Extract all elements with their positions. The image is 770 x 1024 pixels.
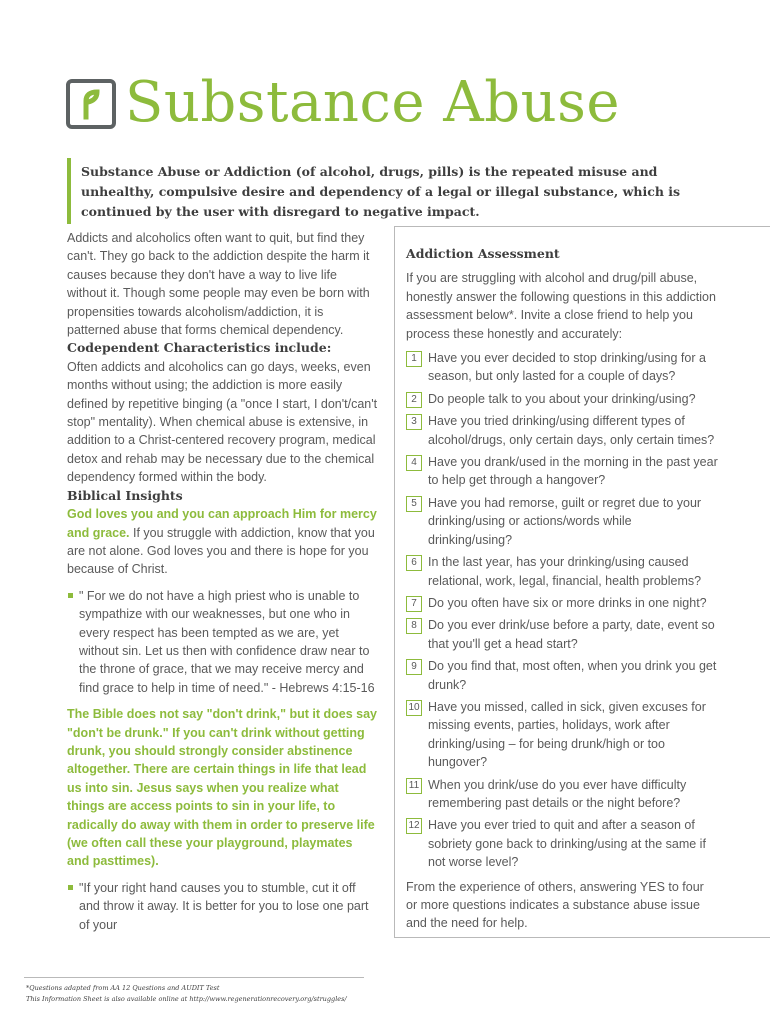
bible-drunk-paragraph: The Bible does not say "don't drink," but it does say "don't be drunk." If you can't drink without getting drunk, you should strongly consider abstinence altogether. There are certain things in life that lead us into sin. Jesus says when you realize what things are access points to sin in your life, to radically do away with them in order to preserve life (we often call these your playground, playmates and pasttimes). [67,707,378,869]
bullet-icon [68,593,73,598]
question-number: 4 [406,455,422,471]
footer-source-note: *Questions adapted from AA 12 Questions and AUDIT Test [26,984,220,992]
footer-divider [24,977,364,978]
codependent-paragraph: Often addicts and alcoholics can go days, weeks, even months without using; the addiction is more easily defined by repetitive binging (a "once I start, I don't/can't stop" mentality). When chemical abuse is extensive, in addition to a Christ-centered recovery program, medical detox and rehab may be necessary due to the chemical dependency formed within the body. [67,359,378,485]
question-number: 12 [406,818,422,834]
addiction-assessment-box [394,226,770,938]
question-text: Do you find that, most often, when you drink you get drunk? [428,659,717,692]
question-number: 2 [406,392,422,408]
hebrews-quote-text: " For we do not have a high priest who is unable to sympathize with our weaknesses, but one who in every respect has been tempted as we are, yet without sin. Let us then with confidence draw near to the throne of grace, that we may receive mercy and find grace to help in time of need." - Hebrews 4:15-16 [79,588,375,695]
question-number: 6 [406,555,422,571]
bullet-icon [68,885,73,890]
question-item [406,390,718,408]
question-item [406,616,718,653]
page-title: Substance Abuse [125,70,621,135]
question-text: Do you ever drink/use before a party, date, event so that you'll get a head start? [428,618,715,651]
question-number: 3 [406,414,422,430]
question-list [406,349,770,872]
right-hand-quote [67,879,378,934]
codependent-heading: Codependent Characteristics include: [67,340,332,356]
question-text: Have you drank/used in the morning in the past year to help get through a hangover? [428,455,718,488]
god-loves-text: If you struggle with addiction, know that you are not alone. God loves you and there is hope for you because of Christ. [67,525,375,577]
question-text: When you drink/use do you ever have difficulty remembering past details or the night before? [428,777,687,810]
question-number: 8 [406,618,422,634]
question-number: 9 [406,659,422,675]
question-item [406,453,718,490]
left-column [67,229,378,942]
assessment-conclusion: From the experience of others, answering YES to four or more questions indicates a substance abuse issue and the need for help. [406,879,704,931]
question-number: 10 [406,700,422,716]
assessment-description: If you are struggling with alcohol and drug/pill abuse, honestly answer the following questions in this addiction assessment below*. Invite a close friend to help you process these honestly and accurately: [406,271,716,341]
question-item [406,657,718,694]
question-text: Have you had remorse, guilt or regret due to your drinking/using or actions/words while drinking/using? [428,495,702,547]
hebrews-quote [67,587,378,697]
footer-notes [26,983,386,1005]
question-number: 5 [406,496,422,512]
question-item [406,494,718,549]
question-text: Have you tried drinking/using different types of alcohol/drugs, only certain days, only certain times? [428,414,715,447]
god-loves-highlight: God loves you and you can approach Him for mercy and grace. [67,507,377,540]
question-number: 7 [406,596,422,612]
question-text: Do people talk to you about your drinking/using? [428,391,696,406]
question-item [406,594,718,612]
leaf-r-logo-icon [66,79,116,129]
question-text: In the last year, has your drinking/using caused relational, work, legal, financial, health problems? [428,555,702,588]
question-text: Have you missed, called in sick, given excuses for missing events, parties, holidays, work after drinking/using – for being drunk/high or too hungover? [428,699,706,770]
assessment-heading: Addiction Assessment [406,246,560,261]
god-loves-paragraph [67,505,378,579]
footer-online-note: This Information Sheet is also available online at http://www.regenerationrecovery.org/struggles/ [26,995,347,1003]
question-item [406,349,718,386]
question-text: Do you often have six or more drinks in one night? [428,595,707,610]
question-item [406,553,718,590]
question-number: 11 [406,778,422,794]
question-text: Have you ever decided to stop drinking/using for a season, but only lasted for a couple of days? [428,351,706,384]
addiction-paragraph: Addicts and alcoholics often want to quit, but find they can't. They go back to the addiction despite the harm it causes because they don't have a way to live life without it. Though some people may even be born with propensities towards alcoholism/addiction, it is patterned abuse that forms chemical dependency. [67,231,370,338]
question-number: 1 [406,351,422,367]
question-item [406,412,718,449]
question-item [406,816,718,871]
question-item [406,776,718,813]
intro-definition: Substance Abuse or Addiction (of alcohol, drugs, pills) is the repeated misuse and unhealthy, compulsive desire and dependency of a legal or illegal substance, which is continued by the user with disregard to negative impact. [67,158,721,224]
question-item [406,698,718,772]
right-hand-quote-text: "If your right hand causes you to stumble, cut it off and throw it away. It is better for you to lose one part of your [79,880,369,932]
biblical-heading: Biblical Insights [67,487,183,503]
question-text: Have you ever tried to quit and after a season of sobriety gone back to drinking/using at the same if not worse level? [428,818,706,870]
